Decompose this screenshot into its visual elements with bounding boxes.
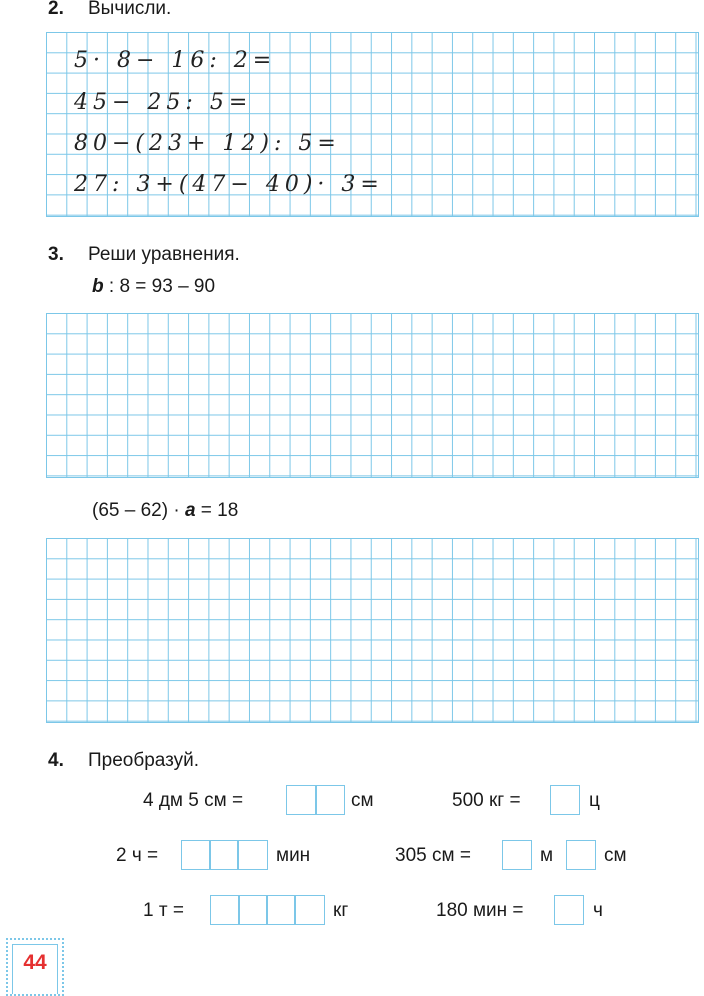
equation-2-grid[interactable] bbox=[46, 538, 699, 723]
equation-2-prefix: (65 – 62) · bbox=[92, 500, 185, 521]
page-number: 44 bbox=[12, 944, 58, 994]
answer-box[interactable] bbox=[502, 840, 532, 870]
conversion-expression: 180 мин = bbox=[436, 900, 524, 921]
answer-box[interactable] bbox=[286, 785, 345, 815]
equation-1-grid[interactable] bbox=[46, 313, 699, 478]
answer-box[interactable] bbox=[550, 785, 580, 815]
conversion-expression: 4 дм 5 см = bbox=[143, 790, 244, 811]
task-3-title: Реши уравнения. bbox=[88, 244, 240, 265]
equation-2 bbox=[92, 500, 238, 522]
task-2-title: Вычисли. bbox=[88, 0, 172, 19]
conversion-expression: 2 ч = bbox=[116, 845, 159, 866]
answer-box[interactable] bbox=[554, 895, 584, 925]
conversion-unit: см bbox=[351, 790, 374, 811]
task-2-expression: 45− 25: 5= bbox=[74, 90, 253, 115]
task-2-expression: 27: 3+(47− 40)· 3= bbox=[74, 172, 384, 197]
page-number-badge bbox=[6, 938, 64, 996]
conversion-expression: 1 т = bbox=[143, 900, 184, 921]
conversion-unit: см bbox=[604, 845, 627, 866]
conversion-unit: ц bbox=[589, 790, 600, 811]
equation-2-rest: = 18 bbox=[195, 500, 239, 521]
task-2-expression: 80−(23+ 12): 5= bbox=[74, 131, 341, 156]
conversion-expression: 305 см = bbox=[395, 845, 471, 866]
task-4-title: Преобразуй. bbox=[88, 750, 200, 771]
task-2-number: 2. bbox=[48, 0, 64, 19]
conversion-expression: 500 кг = bbox=[452, 790, 521, 811]
answer-box[interactable] bbox=[566, 840, 596, 870]
answer-box[interactable] bbox=[181, 840, 268, 870]
task-3-number: 3. bbox=[48, 244, 64, 265]
equation-1-rest: : 8 = 93 – 90 bbox=[103, 276, 216, 297]
conversion-unit: мин bbox=[276, 845, 311, 866]
equation-1 bbox=[92, 276, 215, 298]
task-2-expression: 5· 8− 16: 2= bbox=[74, 48, 277, 73]
conversion-unit: кг bbox=[333, 900, 349, 921]
equation-2-variable: a bbox=[184, 500, 196, 521]
answer-box[interactable] bbox=[210, 895, 325, 925]
task-4-number: 4. bbox=[48, 750, 64, 771]
conversion-unit: ч bbox=[593, 900, 603, 921]
equation-1-variable: b bbox=[92, 276, 104, 297]
conversion-unit: м bbox=[540, 845, 554, 866]
